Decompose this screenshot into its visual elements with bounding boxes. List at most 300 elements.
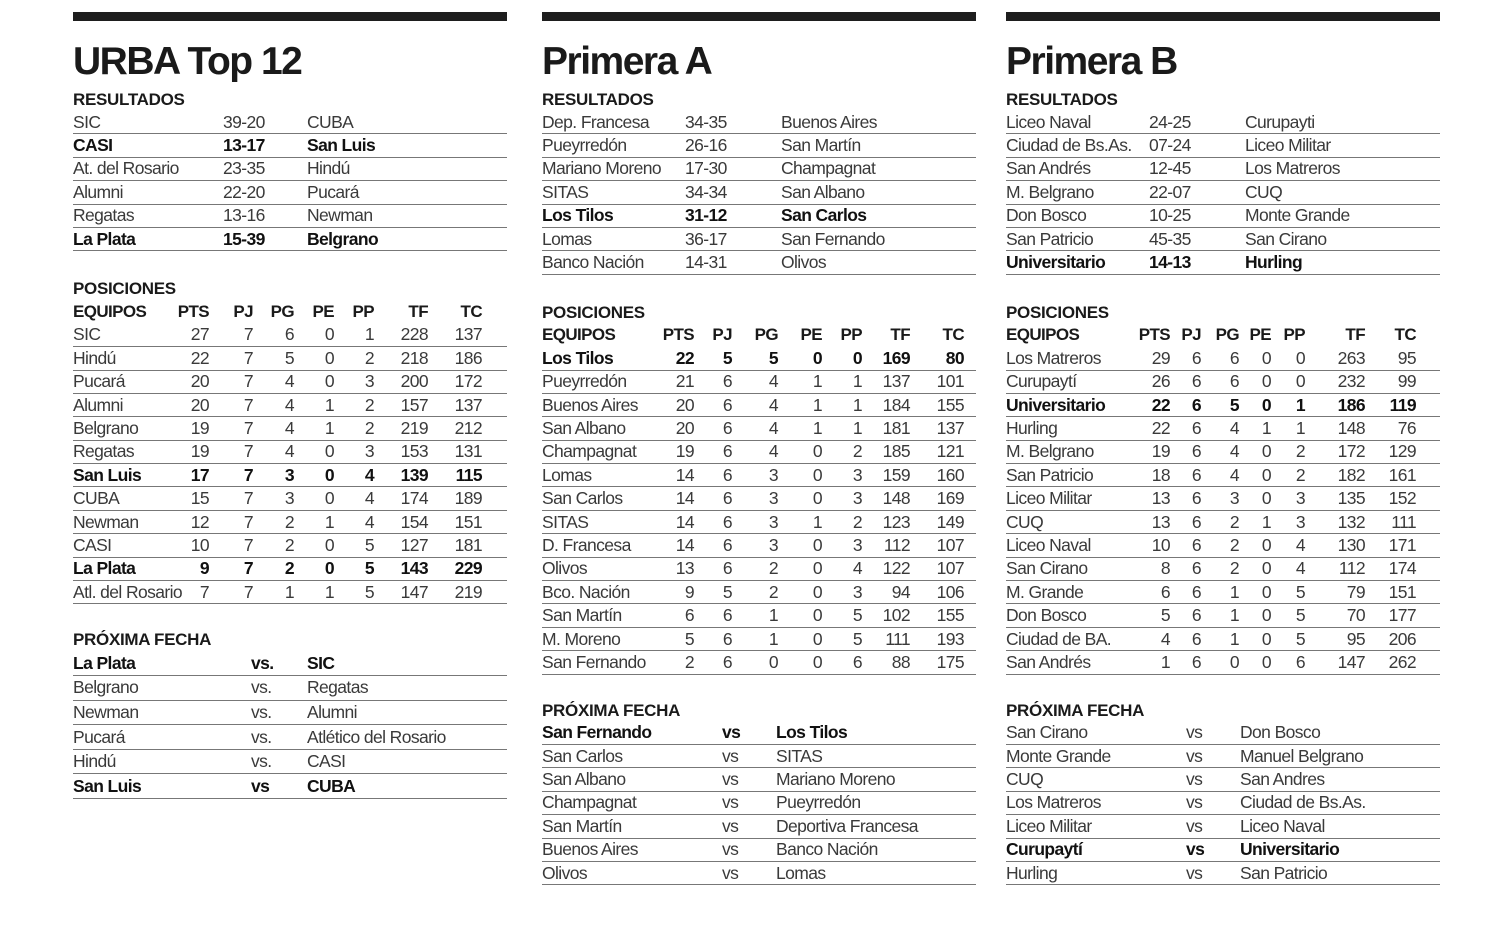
- stat-tf: 263: [1337, 347, 1365, 368]
- league-column-primera-b: [1006, 12, 1440, 885]
- away-team: CUBA: [307, 111, 354, 132]
- standings-row: [73, 558, 507, 581]
- standings-row: [1006, 651, 1440, 674]
- stat-tc: 111: [1391, 511, 1416, 532]
- stat-pe: 0: [812, 628, 822, 649]
- column-header-pg: PG: [754, 325, 778, 345]
- home-team: La Plata: [73, 652, 136, 673]
- stat-tf: 159: [882, 464, 910, 485]
- team-name: San Patricio: [1006, 464, 1094, 485]
- stat-pts: 22: [675, 347, 694, 368]
- stat-pg: 3: [768, 534, 778, 555]
- result-row: [542, 228, 976, 251]
- stat-pts: 6: [1160, 581, 1170, 602]
- stat-pg: 5: [284, 347, 294, 368]
- stat-pp: 5: [852, 628, 862, 649]
- stat-pe: 0: [324, 464, 334, 485]
- stat-pts: 7: [199, 581, 209, 602]
- fixture-row: [1006, 815, 1440, 838]
- standings-row: [542, 651, 976, 674]
- column-header-pj: PJ: [712, 325, 732, 345]
- team-name: Alumni: [73, 394, 123, 415]
- fixture-row: [73, 725, 507, 750]
- stat-pj: 6: [722, 558, 732, 579]
- standings-row: [73, 347, 507, 370]
- stat-pe: 0: [812, 605, 822, 626]
- stat-tf: 122: [882, 558, 910, 579]
- away-team: Belgrano: [307, 228, 379, 249]
- stat-pg: 1: [768, 605, 778, 626]
- team-name: Hurling: [1006, 417, 1058, 438]
- stat-pe: 0: [812, 534, 822, 555]
- stat-tf: 112: [1338, 558, 1365, 579]
- home-team: La Plata: [73, 228, 136, 249]
- result-row: [542, 158, 976, 181]
- stat-pp: 4: [852, 558, 862, 579]
- result-row: [542, 134, 976, 157]
- match-score: 14-13: [1149, 252, 1191, 273]
- away-team: San Albano: [781, 181, 865, 202]
- team-name: Olivos: [542, 558, 588, 579]
- stat-tf: 148: [1337, 417, 1365, 438]
- stat-pe: 0: [324, 347, 334, 368]
- stat-pp: 1: [852, 371, 862, 392]
- home-team: SITAS: [542, 181, 589, 202]
- stat-tf: 143: [400, 558, 428, 579]
- stat-pts: 14: [675, 534, 694, 555]
- home-team: Los Matreros: [1006, 792, 1101, 813]
- stat-tc: 151: [454, 511, 482, 532]
- stat-pe: 0: [812, 347, 822, 368]
- stat-pts: 14: [675, 464, 694, 485]
- away-team: Deportiva Francesa: [776, 815, 918, 836]
- stat-pp: 0: [852, 347, 862, 368]
- stat-pp: 3: [364, 441, 374, 462]
- stat-pj: 6: [1191, 651, 1201, 672]
- stat-pj: 7: [243, 581, 253, 602]
- stat-pp: 0: [1295, 371, 1305, 392]
- stat-tf: 153: [400, 441, 428, 462]
- home-team: Belgrano: [73, 677, 139, 698]
- team-name: La Plata: [73, 558, 136, 579]
- stat-pg: 4: [768, 441, 778, 462]
- match-score: 12-45: [1149, 158, 1191, 179]
- fixtures-heading: PRÓXIMA FECHA: [1006, 700, 1145, 720]
- standings-row: [542, 417, 976, 440]
- result-row: [1006, 158, 1440, 181]
- team-name: Regatas: [73, 441, 134, 462]
- result-row: [542, 205, 976, 228]
- stat-tf: 218: [400, 347, 428, 368]
- fixture-row: [1006, 745, 1440, 768]
- stat-tf: 157: [400, 394, 428, 415]
- standings-heading: POSICIONES: [542, 302, 645, 322]
- stat-pp: 5: [364, 558, 374, 579]
- stat-pj: 6: [1191, 605, 1201, 626]
- fixtures-list: [73, 651, 507, 799]
- team-name: San Fernando: [542, 651, 646, 672]
- stat-tf: 172: [1337, 441, 1365, 462]
- match-score: 34-35: [685, 111, 727, 132]
- match-score: 23-35: [223, 158, 265, 179]
- team-name: Buenos Aires: [542, 394, 638, 415]
- stat-pg: 2: [284, 558, 294, 579]
- stat-pj: 6: [1191, 371, 1201, 392]
- match-score: 13-16: [223, 205, 265, 226]
- stat-pts: 9: [199, 558, 209, 579]
- result-row: [73, 134, 507, 157]
- standings-row: [1006, 441, 1440, 464]
- fixture-row: [1006, 768, 1440, 791]
- team-name: CUQ: [1006, 511, 1044, 532]
- away-team: Banco Nación: [776, 839, 878, 860]
- stat-pts: 13: [1151, 511, 1170, 532]
- stat-pp: 2: [364, 417, 374, 438]
- fixture-row: [542, 815, 976, 838]
- away-team: Monte Grande: [1245, 205, 1350, 226]
- standings-row: [73, 324, 507, 347]
- stat-pe: 0: [812, 581, 822, 602]
- stat-pp: 2: [1295, 464, 1305, 485]
- stat-tf: 95: [1346, 628, 1365, 649]
- stat-pj: 6: [722, 534, 732, 555]
- stat-pts: 6: [684, 605, 694, 626]
- stat-pe: 1: [324, 581, 334, 602]
- stat-tf: 184: [882, 394, 910, 415]
- stat-pj: 6: [1191, 628, 1201, 649]
- away-team: CASI: [307, 751, 346, 772]
- stat-pg: 6: [284, 324, 294, 345]
- stat-pp: 0: [1295, 347, 1305, 368]
- stat-pg: 4: [1229, 464, 1239, 485]
- standings-row: [542, 394, 976, 417]
- standings-row: [1006, 628, 1440, 651]
- fixture-row: [1006, 722, 1440, 745]
- stat-pe: 1: [324, 511, 334, 532]
- stat-pp: 1: [852, 394, 862, 415]
- stat-tc: 80: [945, 347, 964, 368]
- stat-pg: 2: [284, 534, 294, 555]
- stat-pts: 22: [190, 347, 209, 368]
- stat-pts: 8: [1160, 558, 1170, 579]
- standings-heading: POSICIONES: [1006, 302, 1109, 322]
- stat-pg: 1: [1229, 581, 1239, 602]
- stat-pp: 5: [1295, 628, 1305, 649]
- stat-tc: 229: [454, 558, 482, 579]
- stat-pe: 0: [1261, 441, 1271, 462]
- away-team: Curupayti: [1245, 111, 1315, 132]
- stat-pj: 6: [1191, 581, 1201, 602]
- stat-pp: 4: [1295, 558, 1305, 579]
- stat-tf: 112: [883, 534, 910, 555]
- stat-pj: 6: [722, 651, 732, 672]
- league-column-top12: [73, 12, 507, 799]
- column-header-pj: PJ: [233, 302, 253, 322]
- stat-pg: 4: [284, 417, 294, 438]
- stat-pts: 21: [675, 371, 694, 392]
- team-name: Los Tilos: [542, 347, 614, 368]
- stat-tf: 181: [882, 417, 910, 438]
- stat-tc: 107: [936, 558, 964, 579]
- stat-pj: 6: [722, 628, 732, 649]
- stat-pg: 3: [768, 464, 778, 485]
- fixtures-list: [542, 722, 976, 886]
- away-team: Liceo Militar: [1245, 135, 1331, 156]
- versus-label: vs: [1186, 792, 1203, 813]
- stat-tf: 232: [1337, 371, 1365, 392]
- stat-tf: 186: [1337, 394, 1365, 415]
- league-column-primera-a: [542, 12, 976, 885]
- stat-pg: 2: [768, 581, 778, 602]
- stat-tf: 127: [400, 534, 428, 555]
- stat-pp: 2: [852, 441, 862, 462]
- stat-tf: 88: [891, 651, 910, 672]
- stat-pp: 2: [364, 394, 374, 415]
- home-team: Lomas: [542, 228, 592, 249]
- stat-pe: 0: [1261, 581, 1271, 602]
- stat-pe: 0: [1261, 651, 1271, 672]
- match-score: 26-16: [685, 135, 727, 156]
- stat-pe: 1: [812, 371, 822, 392]
- stat-pts: 5: [684, 628, 694, 649]
- standings-header-row: [542, 324, 976, 347]
- fixture-row: [542, 839, 976, 862]
- versus-label: vs.: [251, 652, 274, 673]
- stat-pp: 3: [852, 488, 862, 509]
- standings-row: [542, 347, 976, 370]
- stat-pp: 1: [364, 324, 374, 345]
- column-header-pg: PG: [1215, 325, 1239, 345]
- standings-row: [73, 394, 507, 417]
- stat-tc: 149: [936, 511, 964, 532]
- away-team: SITAS: [776, 745, 823, 766]
- stat-pp: 1: [1295, 394, 1305, 415]
- column-header-team: EQUIPOS: [542, 325, 616, 345]
- standings-row: [73, 464, 507, 487]
- stat-tc: 171: [1388, 534, 1416, 555]
- versus-label: vs.: [251, 677, 272, 698]
- stat-pe: 0: [812, 464, 822, 485]
- stat-pg: 6: [1229, 347, 1239, 368]
- stat-tc: 76: [1397, 417, 1416, 438]
- column-header-pj: PJ: [1181, 325, 1201, 345]
- away-team: Alumni: [307, 701, 357, 722]
- stat-pts: 26: [1151, 371, 1170, 392]
- stat-pj: 6: [1191, 511, 1201, 532]
- away-team: Newman: [307, 205, 373, 226]
- stat-pts: 9: [684, 581, 694, 602]
- standings-header-row: [73, 300, 507, 323]
- stat-tc: 169: [936, 488, 964, 509]
- home-team: CUQ: [1006, 769, 1044, 790]
- stat-pp: 2: [852, 511, 862, 532]
- away-team: Champagnat: [781, 158, 876, 179]
- stat-pj: 6: [1191, 488, 1201, 509]
- stat-tc: 121: [936, 441, 964, 462]
- stat-pe: 0: [812, 558, 822, 579]
- results-heading: RESULTADOS: [1006, 90, 1118, 109]
- home-team: At. del Rosario: [73, 158, 179, 179]
- column-header-pp: PP: [1283, 325, 1305, 345]
- away-team: SIC: [307, 652, 335, 673]
- team-name: Liceo Militar: [1006, 488, 1092, 509]
- stat-pg: 4: [1229, 417, 1239, 438]
- standings-table: [73, 300, 507, 604]
- versus-label: vs: [1186, 745, 1203, 766]
- home-team: Monte Grande: [1006, 745, 1111, 766]
- team-name: Bco. Nación: [542, 581, 630, 602]
- stat-tf: 228: [400, 324, 428, 345]
- result-row: [73, 205, 507, 228]
- standings-row: [542, 581, 976, 604]
- away-team: Pucará: [307, 181, 359, 202]
- stat-tf: 70: [1346, 605, 1365, 626]
- stat-pe: 0: [812, 651, 822, 672]
- column-header-pts: PTS: [1138, 325, 1170, 345]
- versus-label: vs.: [251, 751, 272, 772]
- stat-pts: 13: [1151, 488, 1170, 509]
- versus-label: vs.: [251, 726, 272, 747]
- stat-tc: 219: [454, 581, 482, 602]
- standings-row: [73, 534, 507, 557]
- team-name: SIC: [73, 324, 101, 345]
- standings-row: [73, 487, 507, 510]
- result-row: [1006, 228, 1440, 251]
- versus-label: vs: [251, 775, 270, 796]
- stat-tf: 147: [400, 581, 428, 602]
- home-team: Regatas: [73, 205, 134, 226]
- standings-row: [73, 581, 507, 604]
- team-name: Atl. del Rosario: [73, 581, 183, 602]
- stat-pts: 10: [1151, 534, 1170, 555]
- stat-pts: 20: [675, 394, 694, 415]
- stat-pg: 2: [1229, 534, 1239, 555]
- stat-tc: 106: [936, 581, 964, 602]
- column-header-tf: TF: [890, 325, 910, 345]
- stat-tf: 185: [882, 441, 910, 462]
- standings-row: [542, 441, 976, 464]
- stat-pp: 6: [1295, 651, 1305, 672]
- stat-pj: 7: [243, 488, 253, 509]
- stat-pj: 7: [243, 511, 253, 532]
- away-team: San Fernando: [781, 228, 885, 249]
- column-top-rule: [73, 12, 507, 21]
- standings-row: [73, 511, 507, 534]
- fixture-row: [73, 651, 507, 676]
- standings-row: [1006, 394, 1440, 417]
- stat-pg: 4: [284, 371, 294, 392]
- stat-pe: 1: [324, 417, 334, 438]
- stat-pj: 6: [1191, 534, 1201, 555]
- stat-pg: 4: [768, 371, 778, 392]
- stat-tf: 135: [1337, 488, 1365, 509]
- stat-pg: 4: [284, 394, 294, 415]
- team-name: Newman: [73, 511, 139, 532]
- stat-pp: 4: [364, 511, 374, 532]
- column-top-rule: [542, 12, 976, 21]
- versus-label: vs: [722, 769, 739, 790]
- away-team: Hindú: [307, 158, 350, 179]
- stat-pj: 7: [243, 441, 253, 462]
- column-header-pts: PTS: [177, 302, 209, 322]
- away-team: Lomas: [776, 862, 826, 883]
- results-list: [73, 111, 507, 251]
- team-name: Don Bosco: [1006, 605, 1087, 626]
- stat-tf: 200: [400, 371, 428, 392]
- fixture-row: [73, 676, 507, 701]
- stat-tf: 139: [400, 464, 428, 485]
- stat-pp: 3: [852, 464, 862, 485]
- column-header-pg: PG: [270, 302, 294, 322]
- team-name: Universitario: [1006, 394, 1106, 415]
- result-row: [1006, 181, 1440, 204]
- match-score: 07-24: [1149, 135, 1191, 156]
- stat-pg: 4: [1229, 441, 1239, 462]
- stat-tc: 99: [1397, 371, 1416, 392]
- away-team: Liceo Naval: [1240, 815, 1325, 836]
- home-team: Alumni: [73, 181, 123, 202]
- stat-tf: 137: [882, 371, 910, 392]
- stat-pts: 19: [675, 441, 694, 462]
- league-title: URBA Top 12: [73, 40, 302, 83]
- home-team: Dep. Francesa: [542, 111, 649, 132]
- stat-tc: 172: [454, 371, 482, 392]
- stat-pj: 6: [1191, 464, 1201, 485]
- home-team: Hindú: [73, 751, 116, 772]
- team-name: Pueyrredón: [542, 371, 627, 392]
- stat-pe: 0: [812, 441, 822, 462]
- stat-tf: 123: [882, 511, 910, 532]
- stat-pg: 5: [768, 347, 778, 368]
- versus-label: vs: [1186, 862, 1203, 883]
- stat-pp: 2: [1295, 441, 1305, 462]
- stat-tf: 154: [400, 511, 428, 532]
- away-team: Los Matreros: [1245, 158, 1340, 179]
- column-header-tf: TF: [408, 302, 428, 322]
- team-name: San Albano: [542, 417, 626, 438]
- team-name: Los Matreros: [1006, 347, 1101, 368]
- team-name: D. Francesa: [542, 534, 631, 555]
- stat-pe: 0: [1261, 534, 1271, 555]
- stat-pg: 1: [1229, 628, 1239, 649]
- stat-tc: 155: [936, 394, 964, 415]
- away-team: CUBA: [307, 775, 356, 796]
- stat-tc: 101: [936, 371, 964, 392]
- match-score: 31-12: [685, 205, 727, 226]
- stat-pj: 7: [243, 347, 253, 368]
- standings-row: [1006, 417, 1440, 440]
- stat-tf: 79: [1346, 581, 1365, 602]
- stat-pj: 6: [722, 464, 732, 485]
- stat-tc: 181: [454, 534, 482, 555]
- home-team: Liceo Naval: [1006, 111, 1091, 132]
- column-header-tf: TF: [1345, 325, 1365, 345]
- home-team: San Albano: [542, 769, 626, 790]
- stat-pts: 17: [190, 464, 209, 485]
- stat-pe: 0: [1261, 488, 1271, 509]
- stat-tc: 95: [1397, 347, 1416, 368]
- stat-pp: 5: [364, 534, 374, 555]
- stat-tf: 130: [1337, 534, 1365, 555]
- home-team: Banco Nación: [542, 252, 644, 273]
- away-team: Ciudad de Bs.As.: [1240, 792, 1366, 813]
- result-row: [542, 181, 976, 204]
- stat-pg: 6: [1229, 371, 1239, 392]
- stat-pe: 1: [812, 394, 822, 415]
- stat-pj: 7: [243, 394, 253, 415]
- team-name: Curupaytí: [1006, 371, 1077, 392]
- away-team: San Luis: [307, 135, 376, 156]
